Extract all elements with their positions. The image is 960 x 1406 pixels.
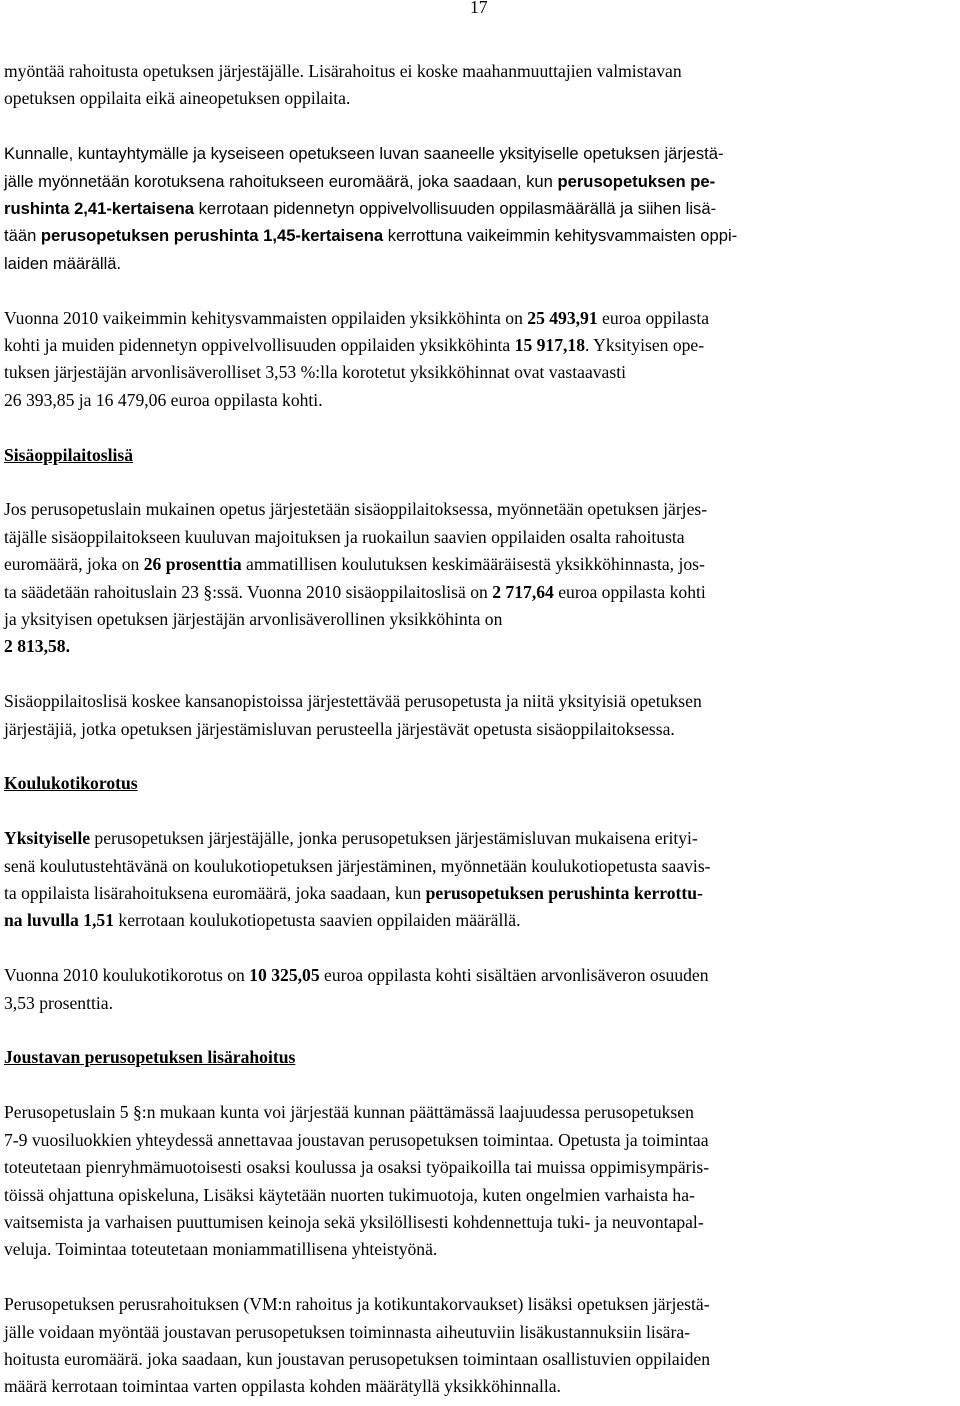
text-run: jälle myönnetään korotuksena rahoitukseen euromäärä, joka saadaan, kun: [4, 171, 558, 191]
heading-koulukotikorotus: Koulukotikorotus: [4, 773, 138, 794]
paragraph-vuonna-2010-yksikkohinta: [4, 305, 956, 415]
text-line: [4, 853, 956, 880]
text-line: [4, 633, 956, 660]
text-run: Jos perusopetuslain mukainen opetus järjestetään sisäoppilaitoksessa, myönnetään opetuksen järjes-: [4, 499, 708, 520]
paragraph-sisaoppilaitoslisa-koskee: [4, 688, 956, 743]
text-run: senä koulutustehtävänä on koulukotiopetuksen järjestäminen, myönnetään koulukotiopetusta saavis-: [4, 855, 711, 876]
text-line: [4, 1236, 956, 1263]
text-run: Kunnalle, kuntayhtymälle ja kyseiseen opetukseen luvan saaneelle yksityiselle opetuksen järjestä-: [4, 144, 724, 164]
text-line: [4, 825, 956, 852]
text-run: ta säädetään rahoituslain 23 §:ssä. Vuonna 2010 sisäoppilaitoslisä on: [4, 581, 493, 602]
text-line: [4, 1319, 956, 1346]
text-run: kerrotaan koulukotiopetusta saavien oppilaiden määrällä.: [114, 910, 521, 931]
text-run: 26 393,85 ja 16 479,06 euroa oppilasta kohti.: [4, 389, 323, 410]
text-line: [4, 496, 956, 523]
text-run: Perusopetuslain 5 §:n mukaan kunta voi järjestää kunnan päättämässä laajuudessa perusopetuksen: [4, 1102, 694, 1123]
text-run: opetuksen oppilaita eikä aineopetuksen oppilaita.: [4, 88, 351, 109]
text-run: 3,53 prosenttia.: [4, 992, 113, 1013]
text-line: [4, 1346, 956, 1373]
text-line: [4, 222, 956, 249]
text-run: laiden määrällä.: [4, 253, 122, 273]
bold-text: perusopetuksen perushinta kerrottu-: [425, 883, 703, 904]
paragraph-koulukotikorotus-2010: [4, 962, 956, 1017]
text-line: [4, 359, 956, 386]
text-run: tuksen järjestäjän arvonlisäverolliset 3,53 %:lla korotetut yksikköhinnat ovat vastaavasti: [4, 362, 626, 383]
page-number: 17: [470, 0, 488, 17]
text-line: [4, 962, 956, 989]
text-run: Vuonna 2010 vaikeimmin kehitysvammaisten oppilaiden yksikköhinta on: [4, 307, 528, 328]
bold-text: perusopetuksen perushinta 1,45-kertaisena: [40, 226, 384, 246]
text-line: [4, 332, 956, 359]
bold-text: 10 325,05: [249, 965, 320, 986]
text-run: kerrottuna vaikeimmin kehitysvammaisten oppi-: [383, 226, 738, 246]
paragraph-kunnalle: [4, 140, 956, 277]
bold-text: 25 493,91: [527, 307, 598, 328]
text-line: [4, 990, 956, 1017]
text-run: euromäärä, joka on: [4, 554, 144, 575]
bold-text: Yksityiselle: [4, 828, 91, 849]
text-line: [4, 1291, 956, 1318]
text-run: . Yksityisen ope-: [585, 335, 705, 356]
paragraph-perusopetuslain-5: [4, 1099, 956, 1263]
text-run: järjestäjiä, jotka opetuksen järjestämisluvan perusteella järjestävät opetusta sisäoppilaitoksessa.: [4, 718, 675, 739]
text-line: [4, 1373, 956, 1400]
bold-text: 26 prosenttia: [143, 554, 242, 575]
text-line: [4, 1182, 956, 1209]
paragraph-yksityiselle: [4, 825, 956, 935]
text-run: ja yksityisen opetuksen järjestäjän arvonlisäverollinen yksikköhinta on: [4, 609, 503, 630]
text-line: [4, 1099, 956, 1126]
text-run: Perusopetuksen perusrahoituksen (VM:n rahoitus ja kotikuntakorvaukset) lisäksi opetuksen järjestä-: [4, 1294, 710, 1315]
heading-joustava-perusopetus: Joustavan perusopetuksen lisärahoitus: [4, 1047, 296, 1068]
paragraph-perusrahoitus: [4, 1291, 956, 1401]
paragraph-lisarahoitus-note: [4, 58, 956, 113]
text-line: [4, 85, 956, 112]
text-line: [4, 140, 956, 167]
text-run: euroa oppilasta kohti sisältäen arvonlisäveron osuuden: [319, 965, 709, 986]
text-line: [4, 250, 956, 277]
text-run: Vuonna 2010 koulukotikorotus on: [4, 965, 250, 986]
text-run: perusopetuksen järjestäjälle, jonka perusopetuksen järjestämisluvan mukaisena erityi-: [90, 828, 698, 849]
bold-text: 15 917,18: [514, 335, 586, 356]
bold-text: 2 813,58.: [4, 636, 70, 657]
text-line: [4, 195, 956, 222]
bold-text: 2 717,64: [492, 581, 554, 602]
text-line: [4, 606, 956, 633]
text-run: myöntää rahoitusta opetuksen järjestäjälle. Lisärahoitus ei koske maahanmuuttajien valmistavan: [4, 61, 682, 81]
text-line: [4, 168, 956, 195]
text-line: [4, 907, 956, 934]
text-line: [4, 58, 956, 85]
text-run: töissä ohjattuna opiskeluna, Lisäksi käytetään nuorten tukimuotoja, kuten ongelmien varhaista ha-: [4, 1184, 695, 1205]
text-line: [4, 579, 956, 606]
bold-text: perusopetuksen pe-: [557, 171, 716, 191]
text-run: hoitusta euromäärä. joka saadaan, kun joustavan perusopetuksen toimintaan osallistuvien oppilaiden: [4, 1348, 711, 1369]
text-run: 7-9 vuosiluokkien yhteydessä annettavaa joustavan perusopetuksen toimintaa. Opetusta ja toimintaa: [4, 1129, 709, 1150]
bold-text: rushinta 2,41-kertaisena: [4, 199, 194, 219]
bold-text: na luvulla 1,51: [4, 910, 114, 931]
text-run: toteutetaan pienryhmämuotoisesti osaksi koulussa ja osaksi työpaikoilla tai muissa oppimisympäris-: [4, 1157, 710, 1178]
text-line: [4, 716, 956, 743]
text-run: vaitsemista ja varhaisen puuttumisen keinoja sekä yksilöllisesti kohdennettuja tuki- ja neuvontapal-: [4, 1211, 704, 1232]
text-run: kerrotaan pidennetyn oppivelvollisuuden oppilasmäärällä ja siihen lisä-: [194, 199, 717, 219]
paragraph-sisaoppilaitos-rahoitus: [4, 496, 956, 660]
text-run: täjälle sisäoppilaitokseen kuuluvan majoituksen ja ruokailun saavien oppilaiden osalta rahoitusta: [4, 526, 685, 547]
text-run: kohti ja muiden pidennetyn oppivelvollisuuden oppilaiden yksikköhinta: [4, 335, 515, 356]
text-run: jälle voidaan myöntää joustavan perusopetuksen toiminnasta aiheutuviin lisäkustannuksiin lisära-: [4, 1321, 691, 1342]
heading-sisaoppilaitoslisa: Sisäoppilaitoslisä: [4, 444, 134, 465]
text-line: [4, 880, 956, 907]
text-line: [4, 551, 956, 578]
text-line: [4, 387, 956, 414]
text-run: tään: [4, 226, 41, 246]
text-run: euroa oppilasta kohti: [553, 581, 706, 602]
text-run: Sisäoppilaitoslisä koskee kansanopistoissa järjestettävää perusopetusta ja niitä yksityisiä opetuksen: [4, 691, 702, 712]
text-line: [4, 688, 956, 715]
text-line: [4, 524, 956, 551]
text-run: euroa oppilasta: [597, 307, 710, 328]
text-line: [4, 1209, 956, 1236]
text-run: ammatillisen koulutuksen keskimääräisestä yksikköhinnasta, jos-: [241, 554, 705, 575]
text-line: [4, 305, 956, 332]
text-run: määrä kerrotaan toimintaa varten oppilasta kohden määrätyllä yksikköhinnalla.: [4, 1376, 561, 1397]
text-line: [4, 1127, 956, 1154]
text-line: [4, 1154, 956, 1181]
text-run: veluja. Toimintaa toteutetaan moniammatillisena yhteistyönä.: [4, 1239, 438, 1260]
text-run: ta oppilaista lisärahoituksena euromäärä, joka saadaan, kun: [4, 883, 426, 904]
